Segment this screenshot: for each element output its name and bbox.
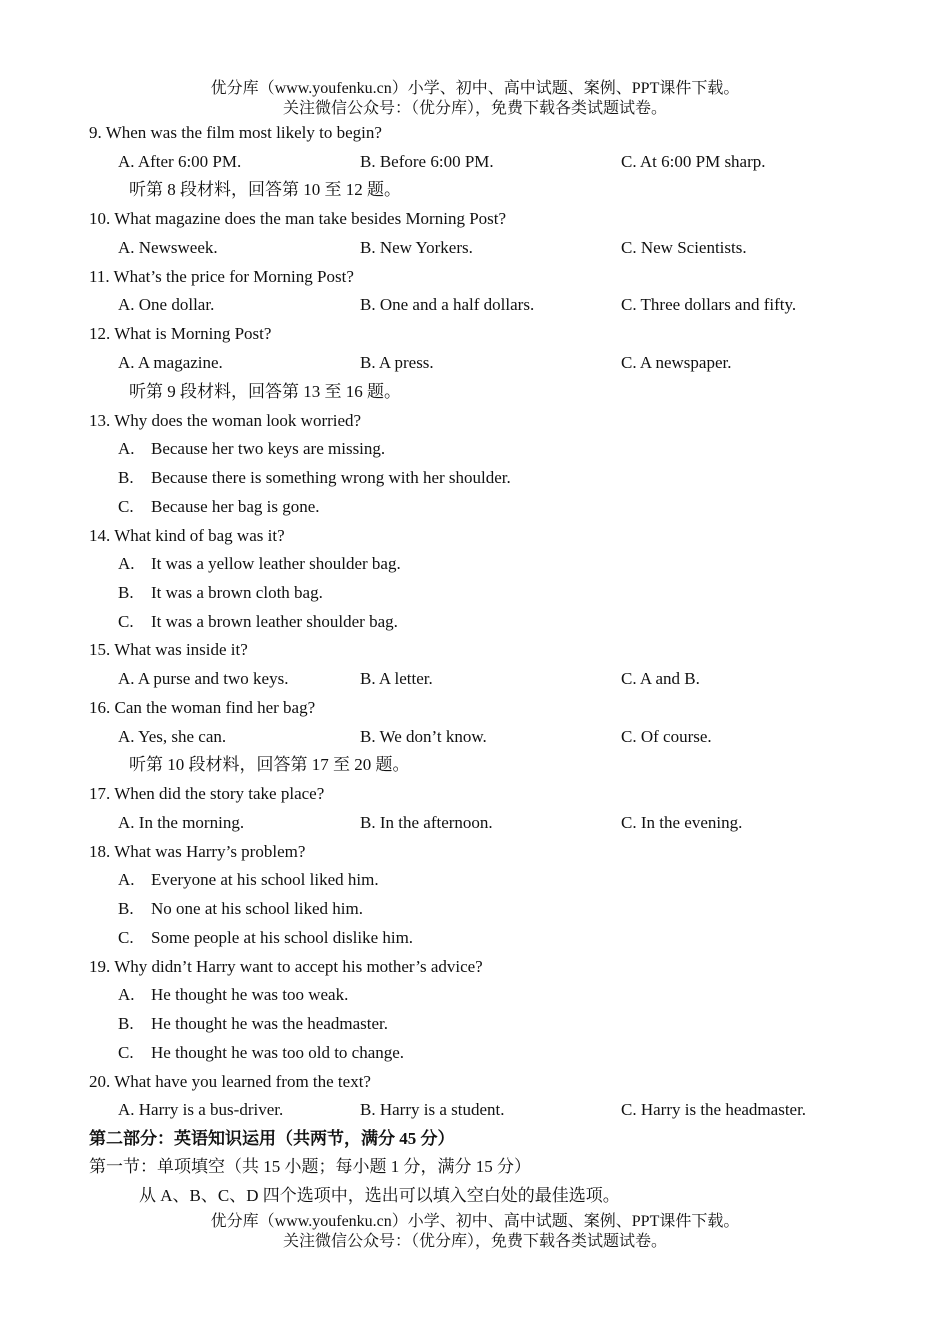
question-11: 11. What’s the price for Morning Post? bbox=[89, 267, 354, 286]
q10-option-b: B. New Yorkers. bbox=[360, 238, 473, 257]
q13-option-b: B. Because there is something wrong with her shoulder. bbox=[118, 468, 511, 487]
q19-option-b: B. He thought he was the headmaster. bbox=[118, 1014, 388, 1033]
question-19: 19. Why didn’t Harry want to accept his mother’s advice? bbox=[89, 957, 483, 976]
page-footer-line2: 关注微信公众号：（优分库），免费下载各类试题试卷。 bbox=[282, 1233, 667, 1250]
q14-option-c: C. It was a brown leather shoulder bag. bbox=[118, 612, 398, 631]
question-18: 18. What was Harry’s problem? bbox=[89, 842, 306, 861]
question-17: 17. When did the story take place? bbox=[89, 784, 325, 803]
part-2-instruction: 从 A、B、C、D 四个选项中，选出可以填入空白处的最佳选项。 bbox=[139, 1186, 620, 1205]
page-header-line2: 关注微信公众号：（优分库），免费下载各类试题试卷。 bbox=[282, 100, 667, 117]
q17-option-a: A. In the morning. bbox=[118, 813, 245, 832]
question-15: 15. What was inside it? bbox=[89, 640, 248, 659]
q17-option-b: B. In the afternoon. bbox=[360, 813, 493, 832]
q18-option-a: A. Everyone at his school liked him. bbox=[118, 870, 379, 889]
q16-option-a: A. Yes, she can. bbox=[118, 727, 227, 746]
page-footer-line1: 优分库（www.youfenku.cn）小学、初中、高中试题、案例、PPT课件下载。 bbox=[210, 1213, 740, 1230]
q14-option-a: A. It was a yellow leather shoulder bag. bbox=[118, 554, 401, 573]
section-9-instruction: 听第 9 段材料，回答第 13 至 16 题。 bbox=[129, 382, 401, 401]
q15-option-b: B. A letter. bbox=[360, 669, 433, 688]
q9-option-b: B. Before 6:00 PM. bbox=[360, 152, 494, 171]
q20-option-a: A. Harry is a bus-driver. bbox=[118, 1100, 284, 1119]
q13-option-c: C. Because her bag is gone. bbox=[118, 497, 320, 516]
section-8-instruction: 听第 8 段材料，回答第 10 至 12 题。 bbox=[129, 180, 401, 199]
q15-option-c: C. A and B. bbox=[621, 669, 700, 688]
q9-option-c: C. At 6:00 PM sharp. bbox=[621, 152, 766, 171]
q11-option-b: B. One and a half dollars. bbox=[360, 295, 535, 314]
part-2-section-1-title: 第一节：单项填空（共 15 小题；每小题 1 分，满分 15 分） bbox=[89, 1157, 531, 1176]
question-10: 10. What magazine does the man take besides Morning Post? bbox=[89, 209, 507, 228]
q12-option-a: A. A magazine. bbox=[118, 353, 223, 372]
q10-option-c: C. New Scientists. bbox=[621, 238, 747, 257]
q11-option-c: C. Three dollars and fifty. bbox=[621, 295, 797, 314]
q18-option-b: B. No one at his school liked him. bbox=[118, 899, 364, 918]
q14-option-b: B. It was a brown cloth bag. bbox=[118, 583, 323, 602]
q19-option-c: C. He thought he was too old to change. bbox=[118, 1043, 405, 1062]
question-9: 9. When was the film most likely to begin? bbox=[89, 123, 382, 142]
section-10-instruction: 听第 10 段材料，回答第 17 至 20 题。 bbox=[129, 755, 410, 774]
question-14: 14. What kind of bag was it? bbox=[89, 526, 285, 545]
q18-option-c: C. Some people at his school dislike him. bbox=[118, 928, 414, 947]
q11-option-a: A. One dollar. bbox=[118, 295, 215, 314]
q20-option-c: C. Harry is the headmaster. bbox=[621, 1100, 807, 1119]
q16-option-c: C. Of course. bbox=[621, 727, 712, 746]
q20-option-b: B. Harry is a student. bbox=[360, 1100, 505, 1119]
q12-option-c: C. A newspaper. bbox=[621, 353, 732, 372]
q19-option-a: A. He thought he was too weak. bbox=[118, 985, 349, 1004]
q17-option-c: C. In the evening. bbox=[621, 813, 743, 832]
question-16: 16. Can the woman find her bag? bbox=[89, 698, 316, 717]
question-13: 13. Why does the woman look worried? bbox=[89, 411, 362, 430]
part-2-title: 第二部分：英语知识运用（共两节，满分 45 分） bbox=[89, 1129, 455, 1148]
question-20: 20. What have you learned from the text? bbox=[89, 1072, 371, 1091]
question-12: 12. What is Morning Post? bbox=[89, 324, 272, 343]
q12-option-b: B. A press. bbox=[360, 353, 434, 372]
q9-option-a: A. After 6:00 PM. bbox=[118, 152, 242, 171]
q13-option-a: A. Because her two keys are missing. bbox=[118, 439, 386, 458]
q15-option-a: A. A purse and two keys. bbox=[118, 669, 289, 688]
q10-option-a: A. Newsweek. bbox=[118, 238, 218, 257]
q16-option-b: B. We don’t know. bbox=[360, 727, 487, 746]
page-header-line1: 优分库（www.youfenku.cn）小学、初中、高中试题、案例、PPT课件下载。 bbox=[210, 80, 740, 97]
